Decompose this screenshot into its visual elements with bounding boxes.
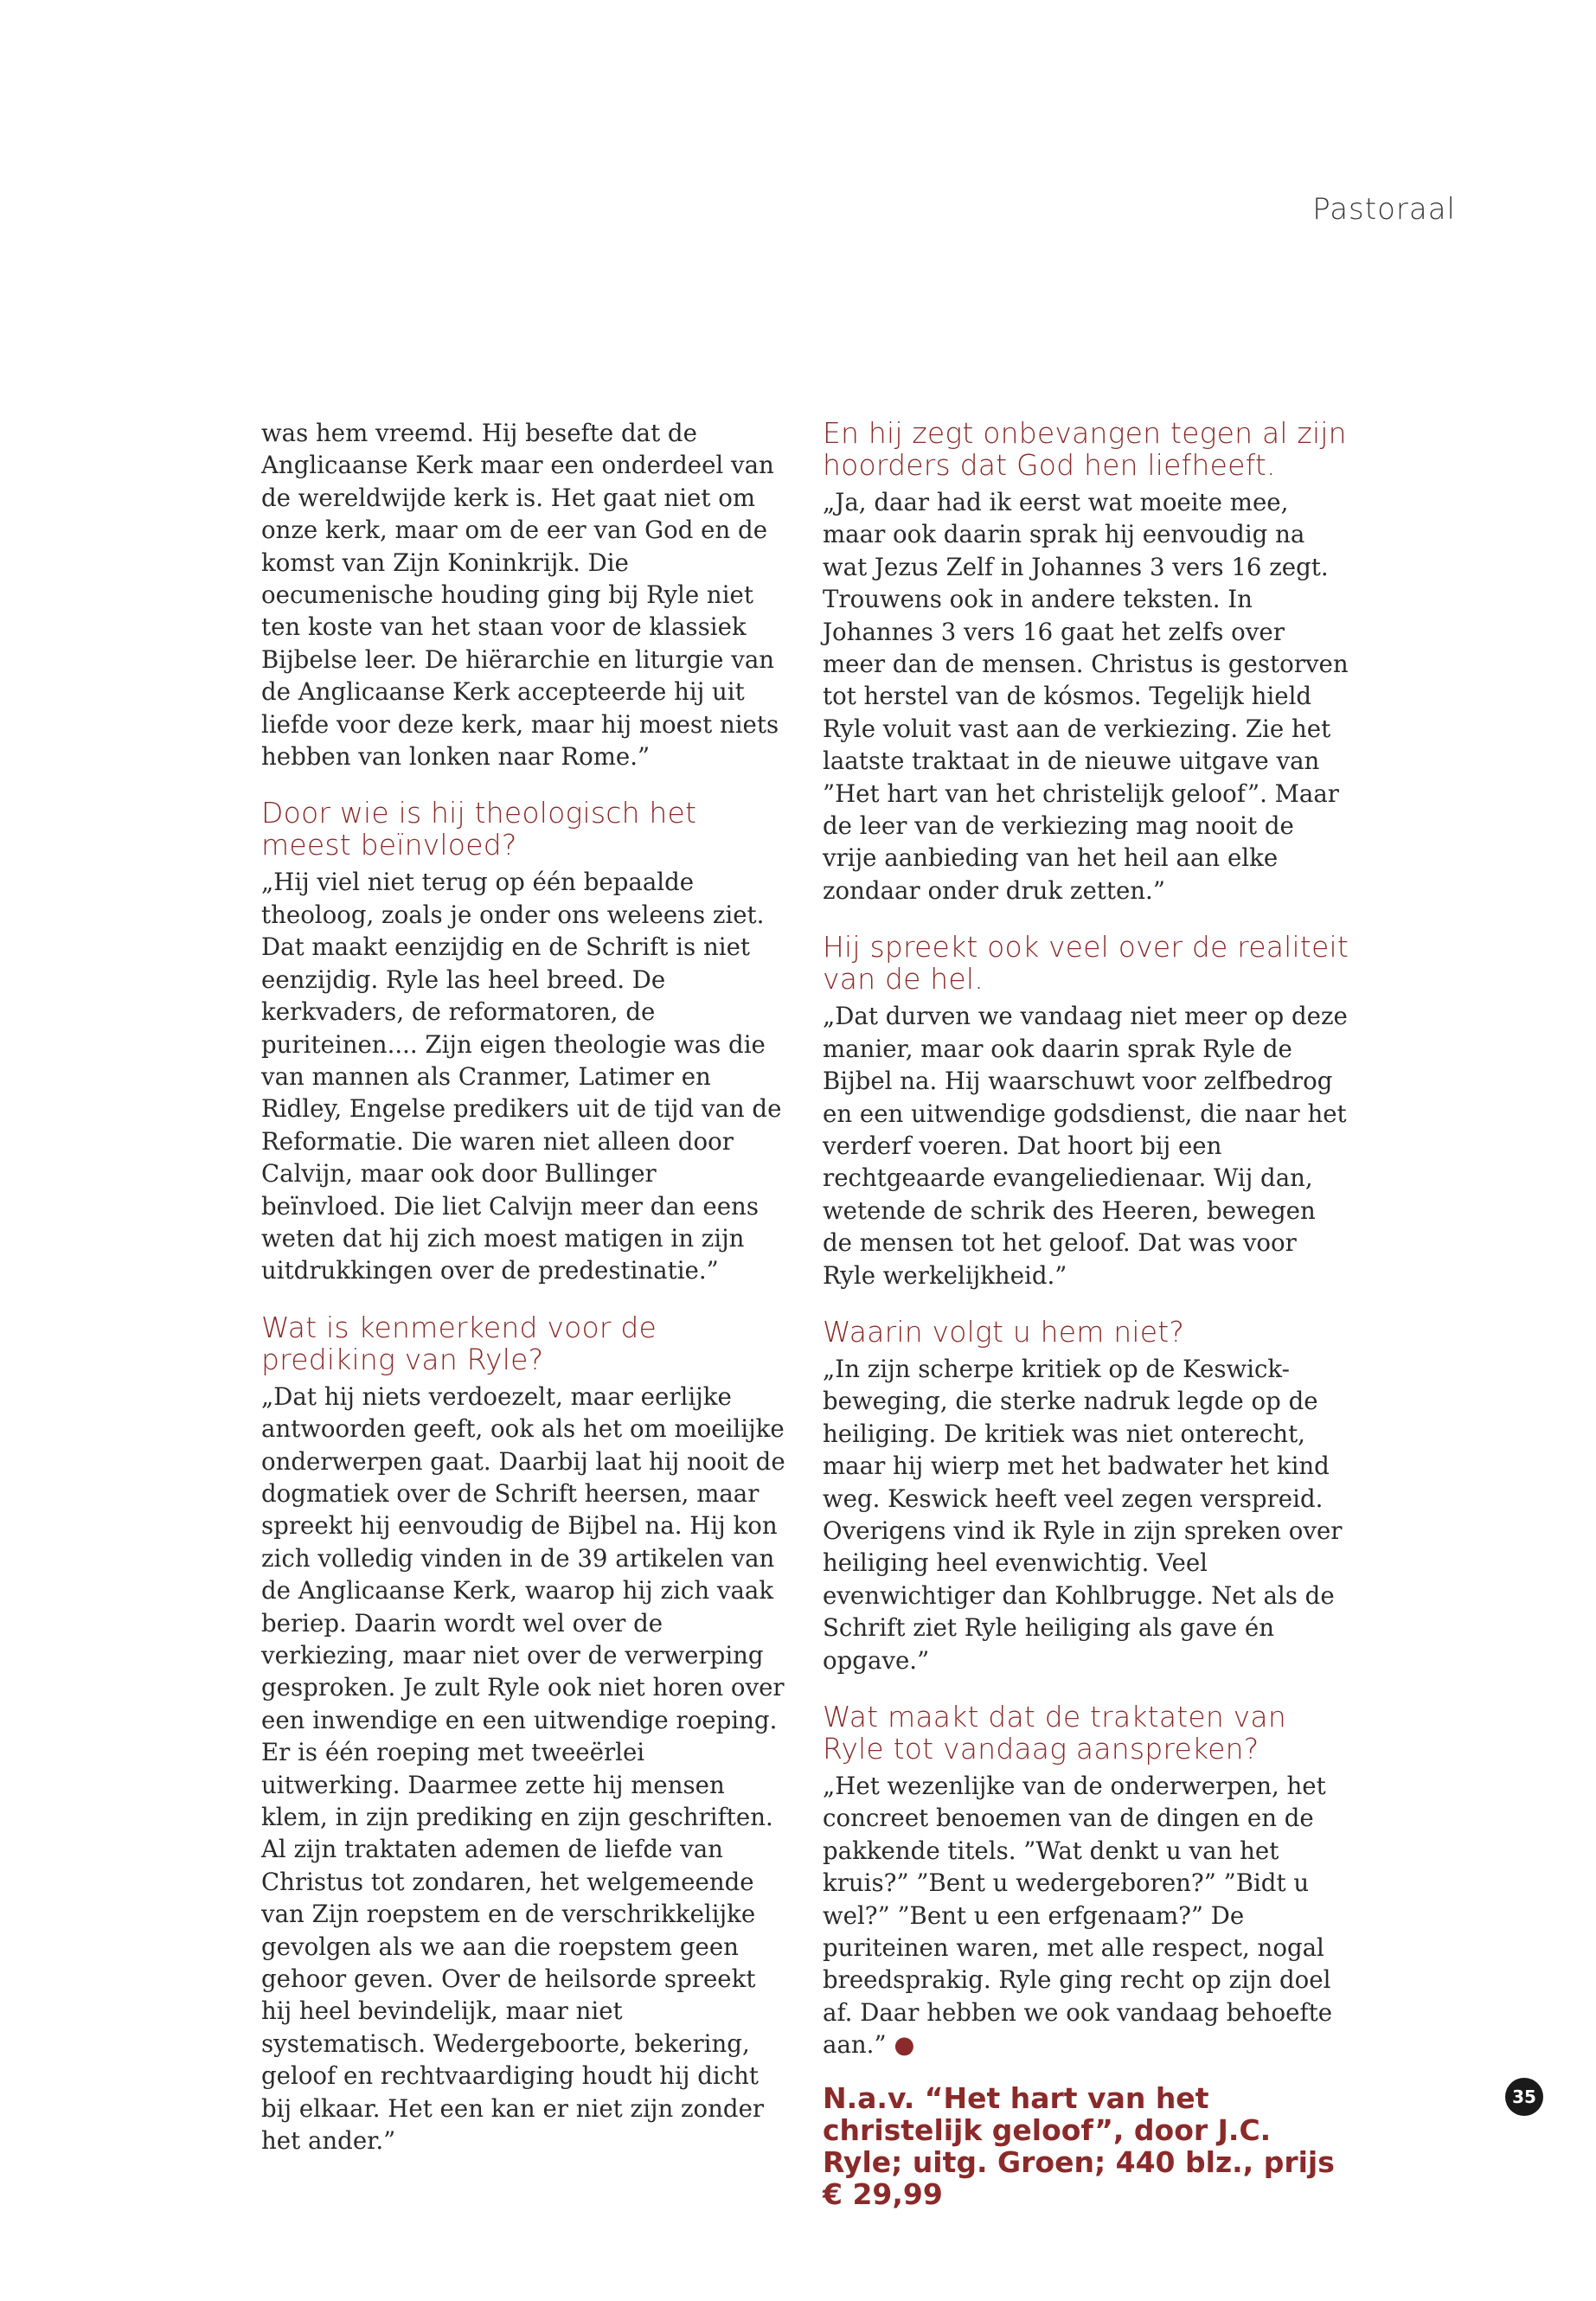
answer-paragraph: „Ja, daar had ik eerst wat moeite mee, maar ook daarin sprak hij eenvoudig na wat Jezus Zelf in Johannes 3 vers 16 zegt. Trouwens ook in andere teksten. In Johannes 3 vers 16 gaat het zelfs over meer dan de mensen. Christus is gestorven tot herstel van de kósmos. Tegelijk hield Ryle voluit vast aan de verkiezing. Zie het laatste traktaat in de nieuwe uitgave van ”Het hart van het christelijk geloof”. Maar de leer van de verkiezing mag nooit de vrije aanbieding van het heil aan elke zondaar onder druk zetten.” xyxy=(823,488,1349,905)
section-label: Pastoraal xyxy=(1312,192,1456,227)
end-mark-icon: ● xyxy=(894,2030,915,2060)
question-heading: Waarin volgt u hem niet? xyxy=(823,1314,1185,1349)
answer-paragraph xyxy=(823,1770,1349,2061)
book-credit: N.a.v. “Het hart van het christelijk geloof”, door J.C. Ryle; uitg. Groen; 440 blz., prijs € 29,99 xyxy=(823,2080,1335,2211)
page-number: 35 xyxy=(1505,2078,1543,2116)
answer-text: „Het wezenlijke van de onderwerpen, het concreet benoemen van de dingen en de pakkende titels. ”Wat denkt u van het kruis?” ”Bent u wedergeboren?” ”Bidt u wel?” ”Bent u een erfgenaam?” De puriteinen waren, met alle respect, nogal breedsprakig. Ryle ging recht op zijn doel af. Daar hebben we ook vandaag behoefte aan.” xyxy=(823,1772,1333,2060)
question-heading: Wat maakt dat de traktaten van Ryle tot vandaag aanspreken? xyxy=(823,1700,1286,1766)
intro-paragraph: was hem vreemd. Hij besefte dat de Anglicaanse Kerk maar een onderdeel van de wereldwijde kerk is. Het gaat niet om onze kerk, maar om de eer van God en de komst van Zijn Koninkrijk. Die oecumenische houding ging bij Ryle niet ten koste van het staan voor de klassiek Bijbelse leer. De hiërarchie en liturgie van de Anglicaanse Kerk accepteerde hij uit liefde voor deze kerk, maar hij moest niets hebben van lonken naar Rome.” xyxy=(261,419,779,772)
question-heading: Wat is kenmerkend voor de prediking van Ryle? xyxy=(261,1310,657,1376)
question-heading: Door wie is hij theologisch het meest beïnvloed? xyxy=(261,796,697,862)
answer-paragraph: „Hij viel niet terug op één bepaalde theoloog, zoals je onder ons weleens ziet. Dat maakt eenzijdig en de Schrift is niet eenzijdig. Ryle las heel breed. De kerkvaders, de reformatoren, de puriteinen.... Zijn eigen theologie was die van mannen als Cranmer, Latimer en Ridley, Engelse predikers uit de tijd van de Reformatie. Die waren niet alleen door Calvijn, maar ook door Bullinger beïnvloed. Die liet Calvijn meer dan eens weten dat hij zich moest matigen in zijn uitdrukkingen over de predestinatie.” xyxy=(261,868,782,1285)
left-column xyxy=(261,417,787,2157)
question-heading: Hij spreekt ook veel over de realiteit van de hel. xyxy=(823,930,1349,997)
question-heading: En hij zegt onbevangen tegen al zijn hoorders dat God hen liefheeft. xyxy=(823,416,1347,482)
answer-paragraph: „In zijn scherpe kritiek op de Keswick-beweging, die sterke nadruk legde op de heiliging. De kritiek was niet onterecht, maar hij wierp met het badwater het kind weg. Keswick heeft veel zegen verspreid. Overigens vind ik Ryle in zijn spreken over heiliging heel evenwichtig. Veel evenwichtiger dan Kohlbrugge. Net als de Schrift ziet Ryle heiliging als gave én opgave.” xyxy=(823,1354,1343,1675)
answer-paragraph: „Dat durven we vandaag niet meer op deze manier, maar ook daarin sprak Ryle de Bijbel na. Hij waarschuwt voor zelfbedrog en een uitwendige godsdienst, die naar het verderf voeren. Dat hoort bij een rechtgeaarde evangeliedienaar. Wij dan, wetende de schrik des Heeren, bewegen de mensen tot het geloof. Dat was voor Ryle werkelijkheid.” xyxy=(823,1002,1348,1290)
right-column xyxy=(823,417,1349,2210)
answer-paragraph: „Dat hij niets verdoezelt, maar eerlijke antwoorden geeft, ook als het om moeilijke onderwerpen gaat. Daarbij laat hij nooit de dogmatiek over de Schrift heersen, maar spreekt hij eenvoudig de Bijbel na. Hij kon zich volledig vinden in de 39 artikelen van de Anglicaanse Kerk, waarop hij zich vaak beriep. Daarin wordt wel over de verkiezing, maar niet over de verwerping gesproken. Je zult Ryle ook niet horen over een inwendige en een uitwendige roeping. Er is één roeping met tweeërlei uitwerking. Daarmee zette hij mensen klem, in zijn prediking en zijn geschriften. Al zijn traktaten ademen de liefde van Christus tot zondaren, het welgemeende van Zijn roepstem en de verschrikkelijke gevolgen als we aan die roepstem geen gehoor geven. Over de heilsorde spreekt hij heel bevindelijk, maar niet systematisch. Wedergeboorte, bekering, geloof en rechtvaardiging houdt hij dicht bij elkaar. Het een kan er niet zijn zonder het ander.” xyxy=(261,1381,785,2156)
